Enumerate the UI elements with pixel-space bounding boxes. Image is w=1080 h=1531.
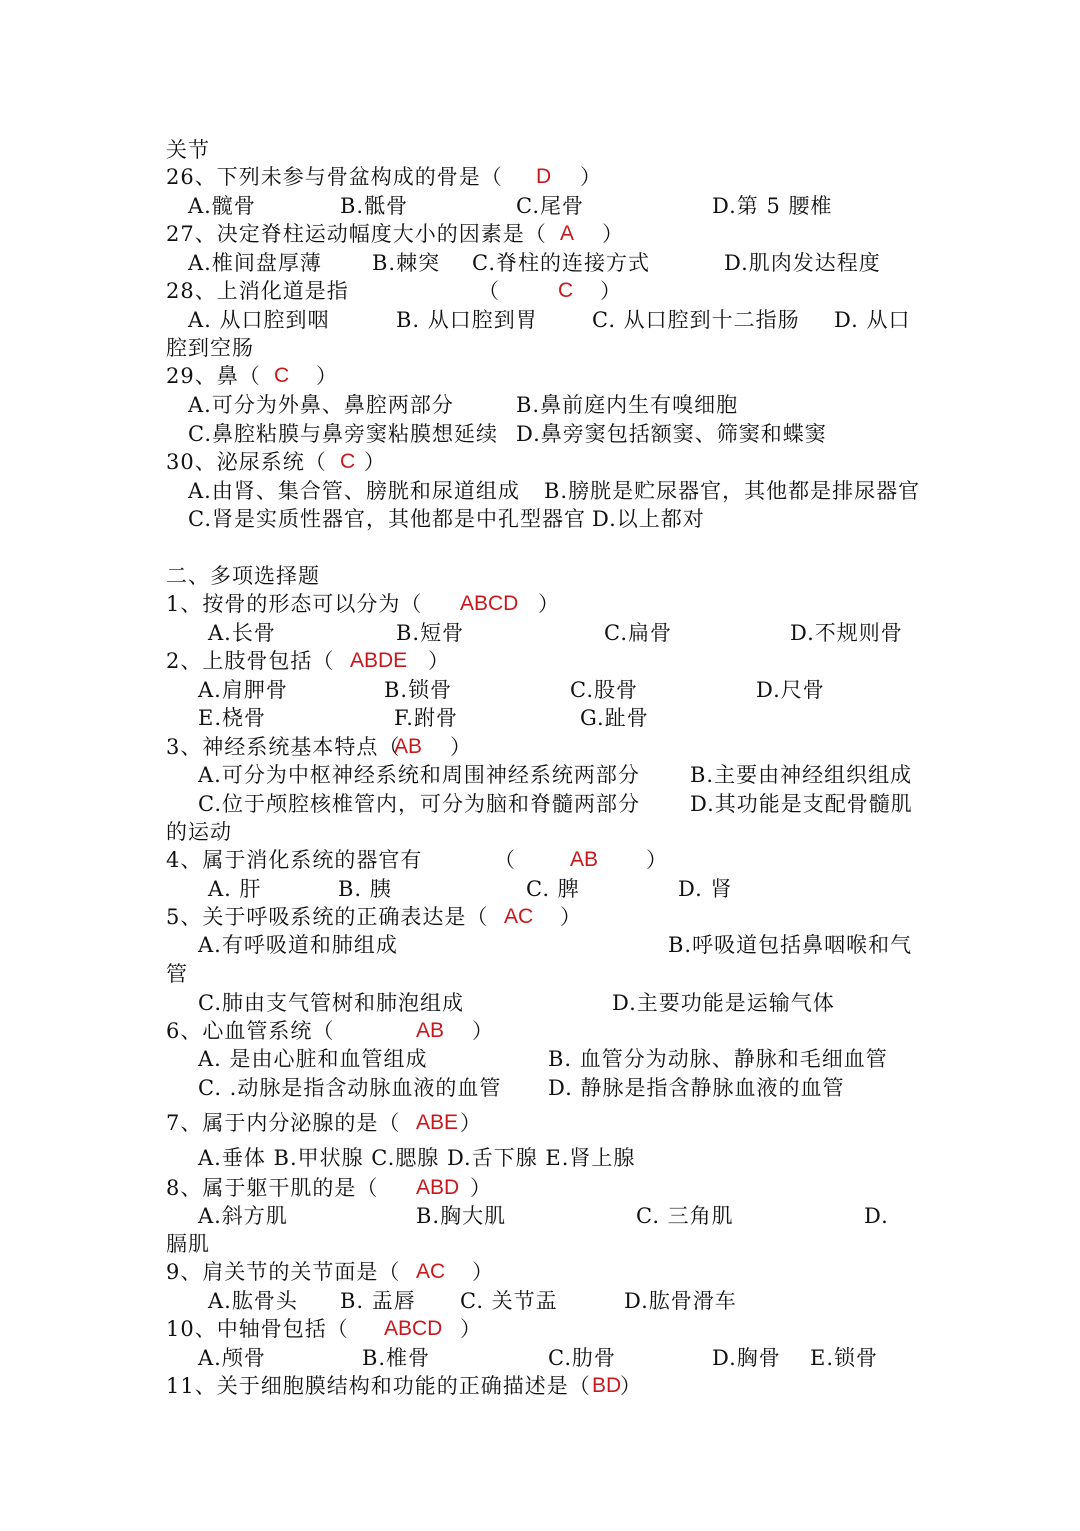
question-28-answer: C (558, 279, 574, 302)
mq-5-answer: AC (504, 905, 534, 928)
option: D.尺骨 (756, 678, 825, 702)
question-29-answer: C (274, 364, 290, 387)
option: C. .动脉是指含动脉血液的血管 (198, 1076, 502, 1100)
option: A.可分为中枢神经系统和周围神经系统两部分 (198, 763, 640, 787)
options-line: A.垂体 B.甲状腺 C.腮腺 D.舌下腺 E.肾上腺 (198, 1146, 636, 1170)
option: C. 从口腔到十二指肠 (592, 308, 800, 332)
mq-11-stem: 11、关于细胞膜结构和功能的正确描述是（ (166, 1374, 591, 1398)
option: A.由肾、集合管、膀胱和尿道组成 (188, 479, 520, 503)
option: A. 从口腔到咽 (188, 308, 330, 332)
mq-10-close: ） (460, 1317, 482, 1341)
mq-11-close: ） (620, 1374, 642, 1398)
mq-8-answer: ABD (416, 1176, 460, 1199)
option: B.膀胱是贮尿器官，其他都是排尿器官 (544, 479, 921, 503)
question-30-close: ） (364, 450, 386, 474)
mq-4-close: ） (646, 848, 668, 872)
option: A.有呼吸道和肺组成 (198, 933, 398, 957)
option: A.肱骨头 (208, 1289, 298, 1313)
option: C.尾骨 (516, 194, 584, 218)
mq-7-answer: ABE (416, 1111, 459, 1134)
option: C.肋骨 (548, 1346, 616, 1370)
question-30-answer: C (340, 450, 356, 473)
option: D.鼻旁窦包括额窦、筛窦和蝶窦 (516, 422, 827, 446)
option: B.胸大肌 (416, 1204, 507, 1228)
mq-6-close: ） (472, 1019, 494, 1043)
mq-8-close: ） (470, 1176, 492, 1200)
question-28-stem: 28、上消化道是指 (166, 279, 349, 303)
mq-2-stem: 2、上肢骨包括（ (166, 649, 335, 673)
question-28-close: ） (600, 279, 622, 303)
question-tail: 关节 (166, 138, 210, 162)
mq-8-stem: 8、属于躯干肌的是（ (166, 1176, 379, 1200)
option-wrap: 管 (166, 962, 188, 986)
option: B.锁骨 (384, 678, 453, 702)
option: C. 三角肌 (636, 1204, 734, 1228)
option: B. 血管分为动脉、静脉和毛细血管 (548, 1047, 888, 1071)
option: F.跗骨 (394, 706, 458, 730)
option: D.不规则骨 (790, 621, 903, 645)
option: C.股骨 (570, 678, 638, 702)
question-30-stem: 30、泌尿系统（ (166, 450, 327, 474)
option: C.脊柱的连接方式 (472, 251, 650, 275)
mq-1-stem: 1、按骨的形态可以分为（ (166, 592, 423, 616)
mq-3-stem: 3、神经系统基本特点（ (166, 735, 401, 759)
option: D.肱骨滑车 (624, 1289, 737, 1313)
option: G.趾骨 (580, 706, 649, 730)
option: C. 脾 (526, 877, 580, 901)
mq-10-stem: 10、中轴骨包括（ (166, 1317, 349, 1341)
option: A.颅骨 (198, 1346, 266, 1370)
mq-4-open: （ (494, 848, 516, 872)
mq-6-stem: 6、心血管系统（ (166, 1019, 335, 1043)
option: A.髋骨 (188, 194, 256, 218)
mq-2-answer: ABDE (350, 649, 408, 672)
option: B. 盂唇 (340, 1289, 416, 1313)
option: C.位于颅腔核椎管内，可分为脑和脊髓两部分 (198, 792, 640, 816)
option: D.胸骨 (712, 1346, 781, 1370)
mq-11-answer: BD (592, 1374, 622, 1397)
question-29-stem: 29、鼻（ (166, 364, 261, 388)
mq-3-answer: AB (394, 735, 423, 758)
option: A.斜方肌 (198, 1204, 288, 1228)
option: B.骶骨 (340, 194, 409, 218)
option: D. (864, 1204, 889, 1228)
option: D.肌肉发达程度 (724, 251, 881, 275)
question-29-close: ） (316, 364, 338, 388)
option: C. 关节盂 (460, 1289, 558, 1313)
option: C.扁骨 (604, 621, 672, 645)
mq-5-close: ） (560, 905, 582, 929)
option: A. 肝 (208, 877, 262, 901)
option: D. 静脉是指含静脉血液的血管 (548, 1076, 845, 1100)
mq-9-answer: AC (416, 1260, 446, 1283)
mq-3-close: ） (450, 735, 472, 759)
mq-4-stem: 4、属于消化系统的器官有 (166, 848, 423, 872)
option: A.可分为外鼻、鼻腔两部分 (188, 393, 454, 417)
option: C.肾是实质性器官，其他都是中孔型器官 (188, 507, 586, 531)
option-wrap: 腔到空肠 (166, 336, 254, 360)
option: B.椎骨 (362, 1346, 431, 1370)
option: E.桡骨 (198, 706, 267, 730)
option: D. 从口 (834, 308, 911, 332)
option: B.短骨 (396, 621, 465, 645)
option: D.以上都对 (592, 507, 705, 531)
mq-1-close: ） (538, 592, 560, 616)
mq-4-answer: AB (570, 848, 599, 871)
option-wrap: 膈肌 (166, 1232, 210, 1256)
mq-5-stem: 5、关于呼吸系统的正确表达是（ (166, 905, 489, 929)
mq-1-answer: ABCD (460, 592, 519, 615)
mq-10-answer: ABCD (384, 1317, 443, 1340)
option: E.锁骨 (810, 1346, 879, 1370)
mq-7-stem: 7、属于内分泌腺的是（ (166, 1111, 401, 1135)
option: A.长骨 (208, 621, 276, 645)
option: B. 从口腔到胃 (396, 308, 538, 332)
option: D.其功能是支配骨髓肌 (690, 792, 913, 816)
option: B.鼻前庭内生有嗅细胞 (516, 393, 739, 417)
question-27-stem: 27、决定脊柱运动幅度大小的因素是（ (166, 222, 547, 246)
mq-7-close: ） (460, 1111, 482, 1135)
question-28-open: （ (478, 279, 500, 303)
option: C.鼻腔粘膜与鼻旁窦粘膜想延续 (188, 422, 498, 446)
question-26-answer: D (536, 165, 552, 188)
option: D.第 5 腰椎 (712, 194, 833, 218)
mq-6-answer: AB (416, 1019, 445, 1042)
option: D.主要功能是运输气体 (612, 991, 835, 1015)
option: A. 是由心脏和血管组成 (198, 1047, 428, 1071)
option: B.主要由神经组织组成 (690, 763, 913, 787)
option: C.肺由支气管树和肺泡组成 (198, 991, 464, 1015)
mq-9-close: ） (472, 1260, 494, 1284)
question-26-close: ） (580, 165, 602, 189)
option: B.呼吸道包括鼻咽喉和气 (668, 933, 913, 957)
question-27-answer: A (560, 222, 575, 245)
option: D. 肾 (678, 877, 733, 901)
option: B.棘突 (372, 251, 441, 275)
section-heading: 二、多项选择题 (166, 564, 320, 588)
option: A.椎间盘厚薄 (188, 251, 322, 275)
option: B. 胰 (338, 877, 392, 901)
question-26-stem: 26、下列未参与骨盆构成的骨是（ (166, 165, 503, 189)
question-27-close: ） (602, 222, 624, 246)
option: A.肩胛骨 (198, 678, 288, 702)
mq-9-stem: 9、肩关节的关节面是（ (166, 1260, 401, 1284)
option-wrap: 的运动 (166, 820, 232, 844)
mq-2-close: ） (428, 649, 450, 673)
